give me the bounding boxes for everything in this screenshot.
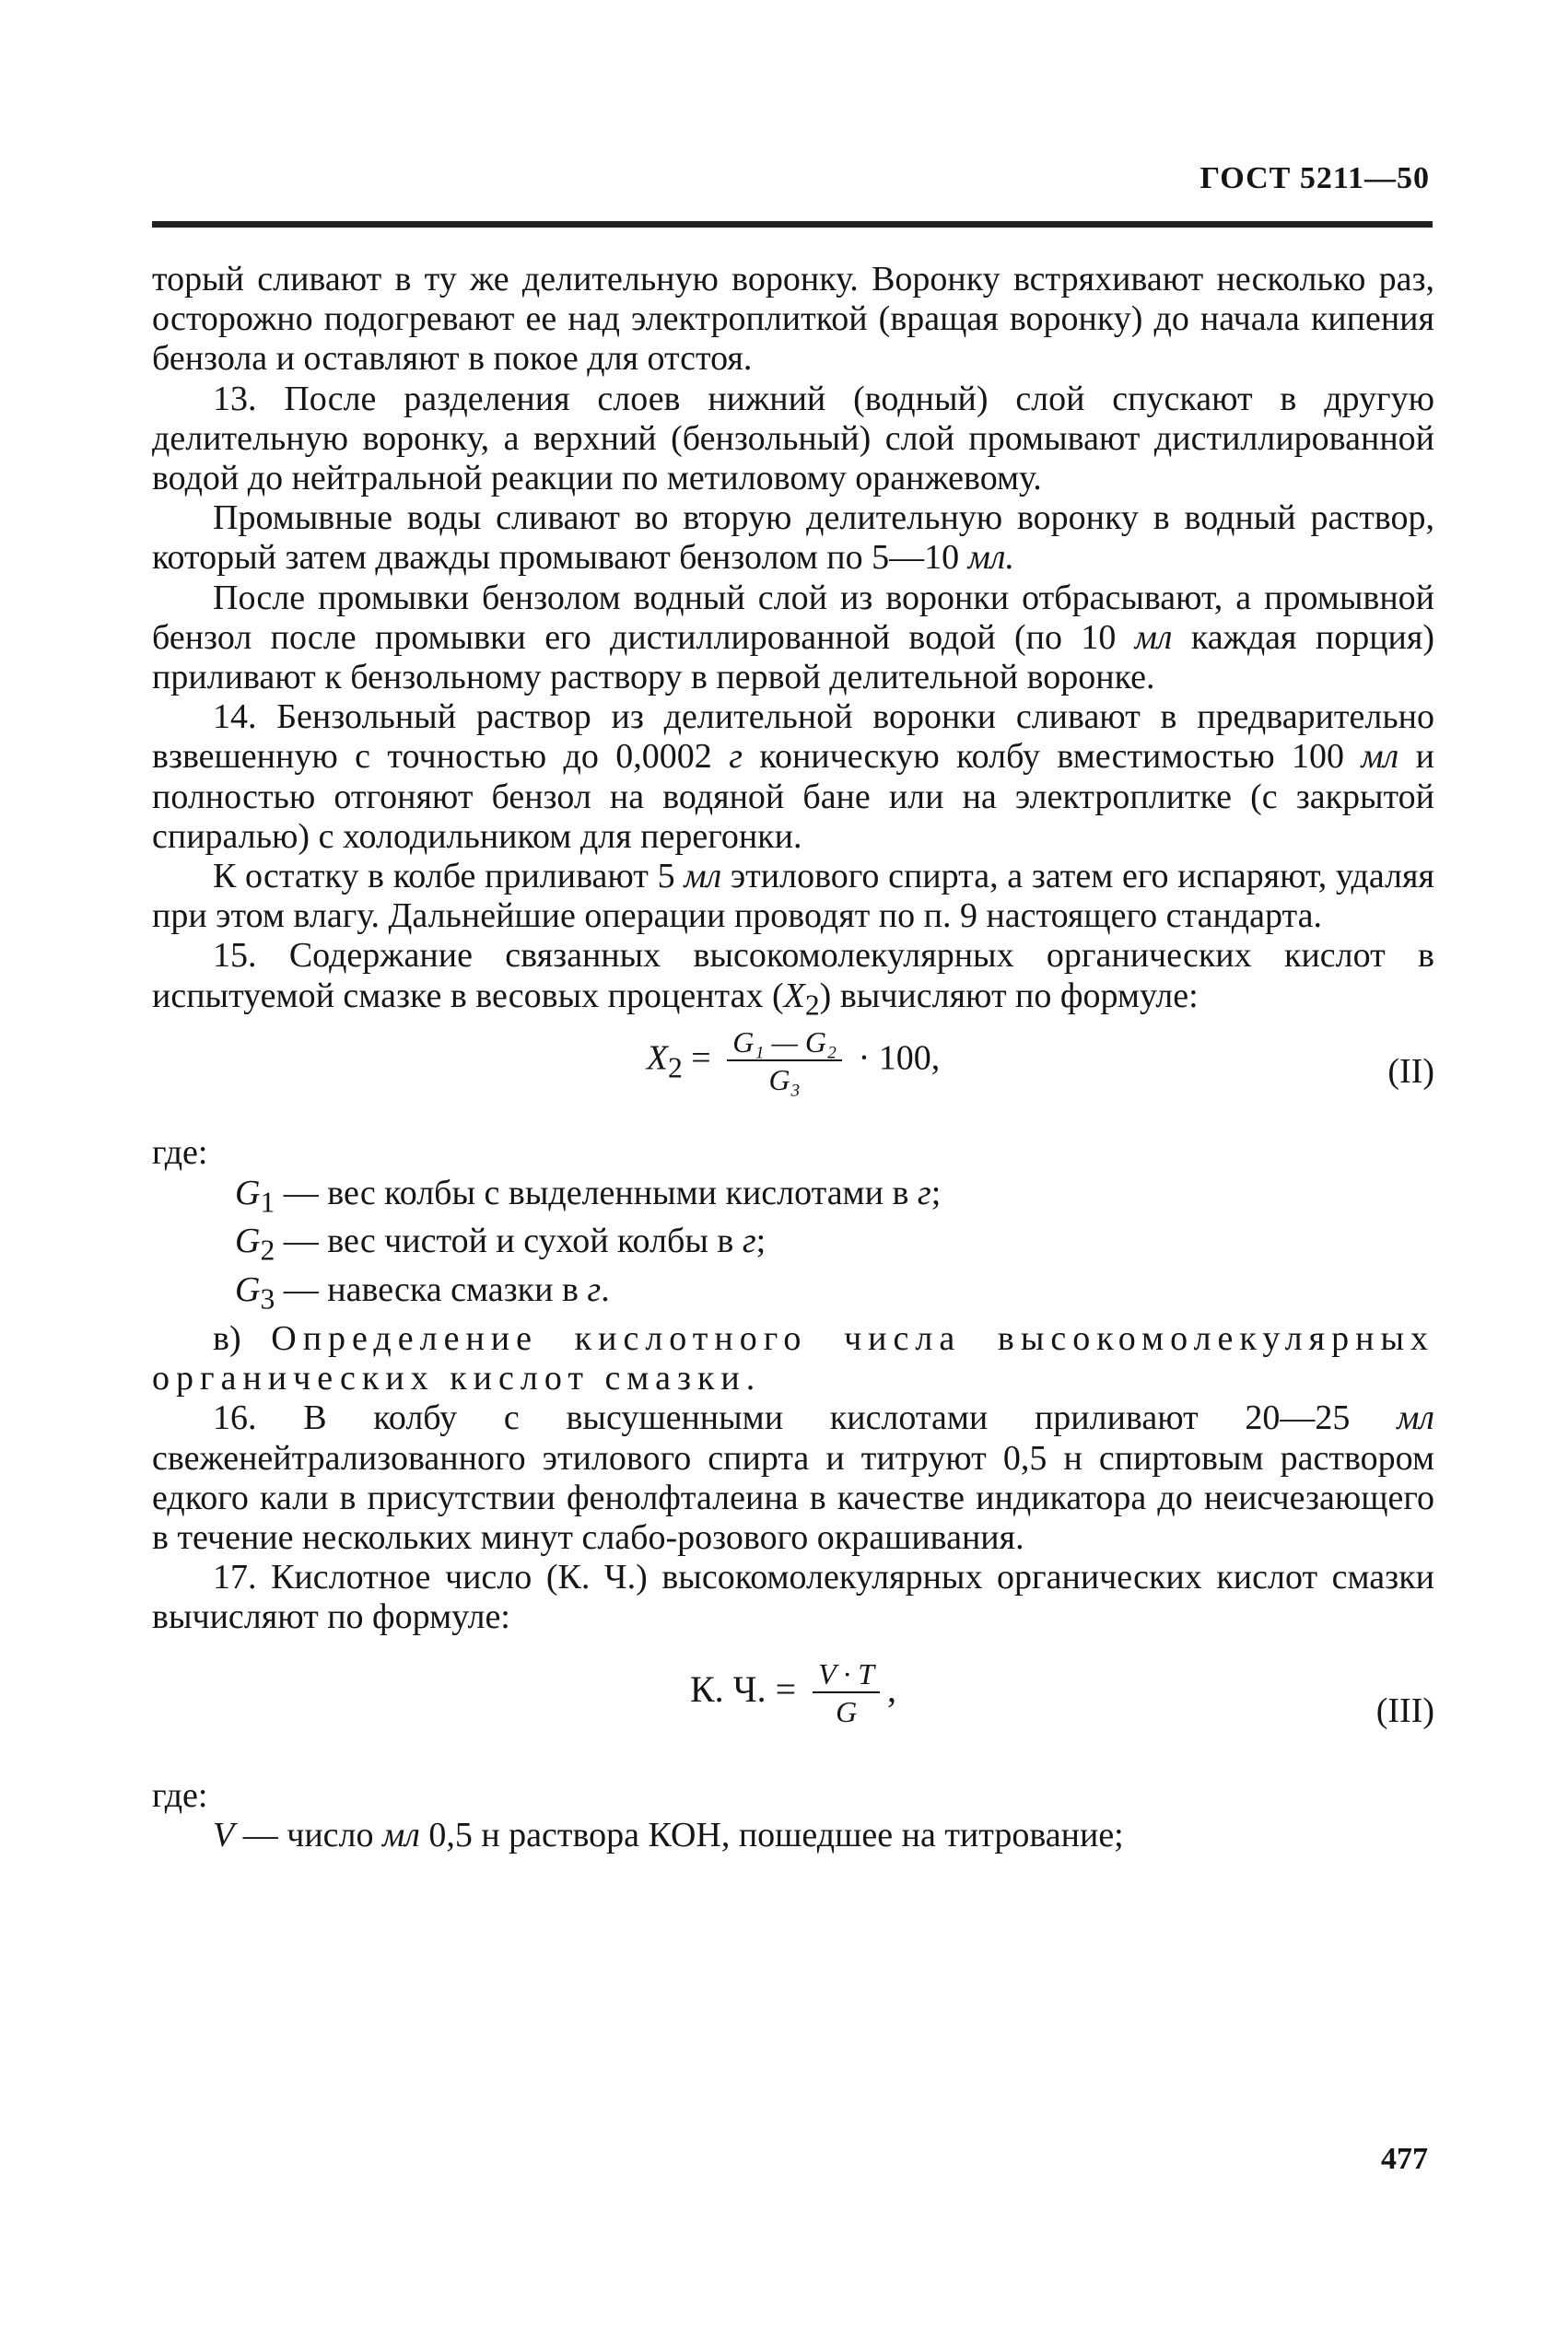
paragraph-after-wash: После промывки бензолом водный слой из воронки отбрасывают, а промывной бензол после промывки его дистиллированной водой (по 10 мл каждая порция) приливают к бензольному раствору в первой делительной воронке.: [152, 578, 1434, 697]
paragraph-13: 13. После разделения слоев нижний (водный) слой спускают в другую делительную воронку, а верхний (бензольный) слой промывают дистиллированной водой до нейтральной реакции по метиловому оранжевому.: [152, 379, 1434, 498]
paragraph-17: 17. Кислотное число (К. Ч.) высокомолекулярных органических кислот смазки вычисляют по формуле:: [152, 1558, 1434, 1637]
section-heading-v: в) Определение кислотного числа высокомолекулярных органических кислот смазки.: [152, 1319, 1434, 1398]
definitions-list: [152, 1174, 1434, 1319]
formula-ii-expression: $X_2$ = $\frac{\text{G₁ — G₂}}{\text{G₃}}$ · 100,: [646, 1025, 941, 1097]
paragraph-wash-waters: Промывные воды сливают во вторую делительную воронку в водный раствор, который затем дважды промывают бензолом по 5—10 мл.: [152, 498, 1434, 578]
definition-g2: $G_2$ — вес чистой и сухой колбы в г;: [235, 1222, 766, 1268]
page-number: 477: [1381, 2142, 1428, 2176]
paragraph-15: 15. Содержание связанных высокомолекулярных органических кислот в испытуемой смазке в весовых процентах $(X_2)$ вычисляют по формуле:: [152, 936, 1434, 1022]
body-text: [152, 260, 1434, 1855]
page-header: ГОСТ 5211—50: [1199, 161, 1430, 195]
formula-iii: [152, 1638, 1434, 1776]
definition-v: V — число мл 0,5 н раствора КОН, пошедшее на титрование;: [213, 1815, 1124, 1854]
formula-ii-fraction: $\frac{\text{G₁ — G₂}}{\text{G₃}}$: [727, 1024, 842, 1098]
definition-g1: $G_1$ — вес колбы с выделенными кислотами в г;: [235, 1173, 942, 1219]
paragraph-16: 16. В колбу с высушенными кислотами приливают 20—25 мл свеженейтрализованного этилового спирта и титруют 0,5 н спиртовым раствором едкого кали в присутствии фенолфталеина в качестве индикатора до неисчезающего в течение нескольких минут слабо-розового окрашивания.: [152, 1398, 1434, 1558]
paragraph-residue: К остатку в колбе приливают 5 мл этилового спирта, а затем его испаряют, удаляя при этом влагу. Дальнейшие операции проводят по п. 9 настоящего стандарта.: [152, 857, 1434, 936]
formula-iii-number: (III): [1375, 1690, 1434, 1730]
formula-iii-fraction: $\frac{V \cdot T}{G}$: [813, 1656, 880, 1730]
definition-g3: $G_3$ — навеска смазки в г.: [235, 1270, 610, 1316]
formula-iii-expression: К. Ч. = $\frac{V \cdot T}{G}$ ,: [690, 1656, 896, 1728]
paragraph-14: 14. Бензольный раствор из делительной воронки сливают в предварительно взвешенную с точностью до 0,0002 г коническую колбу вместимостью 100 мл и полностью отгоняют бензол на водяной бане или на электроплитке (с закрытой спиралью) с холодильником для перегонки.: [152, 697, 1434, 856]
where-label: где:: [152, 1133, 208, 1173]
paragraph-continuation: торый сливают в ту же делительную воронку. Воронку встряхивают несколько раз, осторожно подогревают ее над электроплиткой (вращая воронку) до начала кипения бензола и оставляют в покое для отстоя.: [152, 260, 1434, 379]
formula-ii-number: (II): [1387, 1052, 1434, 1092]
where-label-2: где:: [152, 1775, 208, 1815]
header-rule: [152, 221, 1433, 228]
formula-ii: [152, 1024, 1434, 1133]
